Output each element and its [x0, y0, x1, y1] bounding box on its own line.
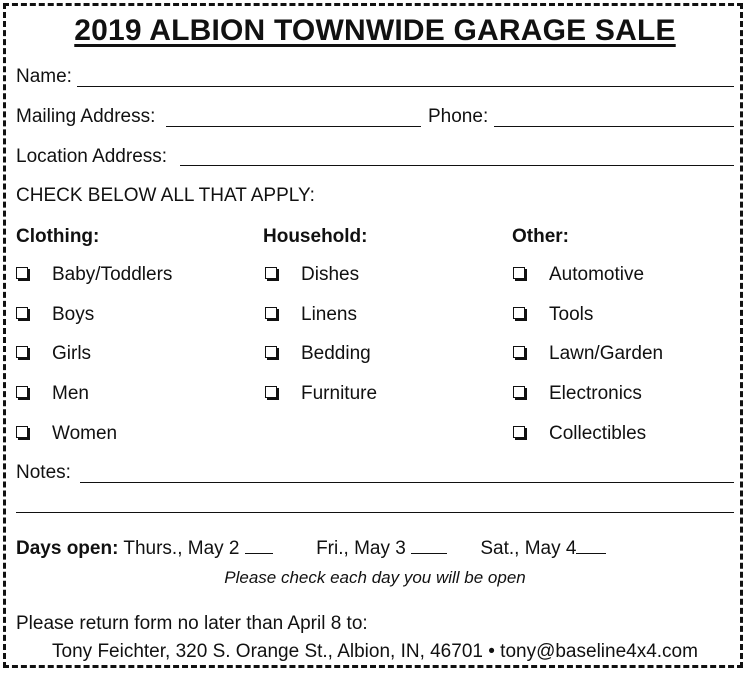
- checkbox-label: Dishes: [301, 264, 360, 285]
- checkbox[interactable]: [265, 307, 277, 319]
- checkbox-label: Automotive: [549, 264, 645, 285]
- name-field[interactable]: [77, 86, 734, 87]
- checkbox-label: Lawn/Garden: [549, 343, 664, 364]
- location-address-label: Location Address:: [16, 146, 168, 167]
- checkbox[interactable]: [16, 426, 28, 438]
- notes-field-line-2[interactable]: [16, 512, 734, 513]
- day-friday-blank[interactable]: [411, 537, 447, 554]
- checkbox[interactable]: [16, 386, 28, 398]
- checkbox-label: Electronics: [549, 383, 642, 404]
- checkbox-item[interactable]: [265, 264, 359, 286]
- checkbox-item[interactable]: [16, 343, 91, 365]
- checkbox-item[interactable]: [16, 304, 94, 326]
- checkbox[interactable]: [16, 307, 28, 319]
- checkbox-label: Linens: [301, 304, 357, 325]
- mailing-address-field[interactable]: [166, 126, 421, 127]
- checkbox-item[interactable]: [513, 423, 646, 445]
- household-heading: Household:: [263, 226, 368, 247]
- page-title: 2019 ALBION TOWNWIDE GARAGE SALE: [74, 14, 676, 47]
- day-thursday-blank[interactable]: [245, 537, 273, 554]
- checkbox[interactable]: [16, 346, 28, 358]
- checkbox[interactable]: [513, 267, 525, 279]
- checkbox[interactable]: [16, 267, 28, 279]
- mailing-address-label: Mailing Address:: [16, 106, 156, 127]
- checkbox[interactable]: [513, 307, 525, 319]
- checkbox-item[interactable]: [16, 264, 172, 286]
- check-instructions: CHECK BELOW ALL THAT APPLY:: [16, 185, 315, 206]
- return-instructions: Please return form no later than April 8 to:: [16, 613, 368, 634]
- checkbox[interactable]: [513, 426, 525, 438]
- day-saturday-blank[interactable]: [576, 537, 606, 554]
- checkbox-item[interactable]: [16, 383, 89, 405]
- checkbox-item[interactable]: [513, 304, 593, 326]
- day-friday-label: Fri., May 3: [316, 538, 406, 559]
- checkbox-label: Women: [52, 423, 118, 444]
- phone-label: Phone:: [428, 106, 489, 127]
- checkbox-label: Men: [52, 383, 89, 404]
- checkbox-label: Boys: [52, 304, 95, 325]
- checkbox[interactable]: [513, 386, 525, 398]
- checkbox-item[interactable]: [513, 264, 644, 286]
- days-open-label: Days open:: [16, 538, 119, 559]
- checkbox-label: Furniture: [301, 383, 378, 404]
- checkbox-item[interactable]: [16, 423, 117, 445]
- name-label: Name:: [16, 66, 72, 87]
- checkbox[interactable]: [513, 346, 525, 358]
- checkbox[interactable]: [265, 386, 277, 398]
- other-heading: Other:: [512, 226, 569, 247]
- notes-label: Notes:: [16, 462, 71, 483]
- checkbox-label: Tools: [549, 304, 594, 325]
- checkbox-item[interactable]: [513, 383, 642, 405]
- contact-info: Tony Feichter, 320 S. Orange St., Albion, IN, 46701 • tony@baseline4x4.com: [52, 641, 698, 662]
- checkbox-item[interactable]: [265, 343, 371, 365]
- checkbox-label: Baby/Toddlers: [52, 264, 173, 285]
- day-saturday-label: Sat., May 4: [480, 538, 577, 559]
- location-address-field[interactable]: [180, 165, 734, 166]
- checkbox-label: Bedding: [301, 343, 371, 364]
- days-open-row: [16, 537, 606, 560]
- phone-field[interactable]: [494, 126, 734, 127]
- notes-field[interactable]: [80, 482, 734, 483]
- checkbox-item[interactable]: [265, 304, 357, 326]
- checkbox-item[interactable]: [513, 343, 663, 365]
- checkbox[interactable]: [265, 267, 277, 279]
- days-instruction: Please check each day you will be open: [224, 568, 526, 587]
- clothing-heading: Clothing:: [16, 226, 100, 247]
- checkbox[interactable]: [265, 346, 277, 358]
- day-thursday-label: Thurs., May 2: [123, 538, 240, 559]
- checkbox-label: Girls: [52, 343, 92, 364]
- checkbox-item[interactable]: [265, 383, 377, 405]
- checkbox-label: Collectibles: [549, 423, 647, 444]
